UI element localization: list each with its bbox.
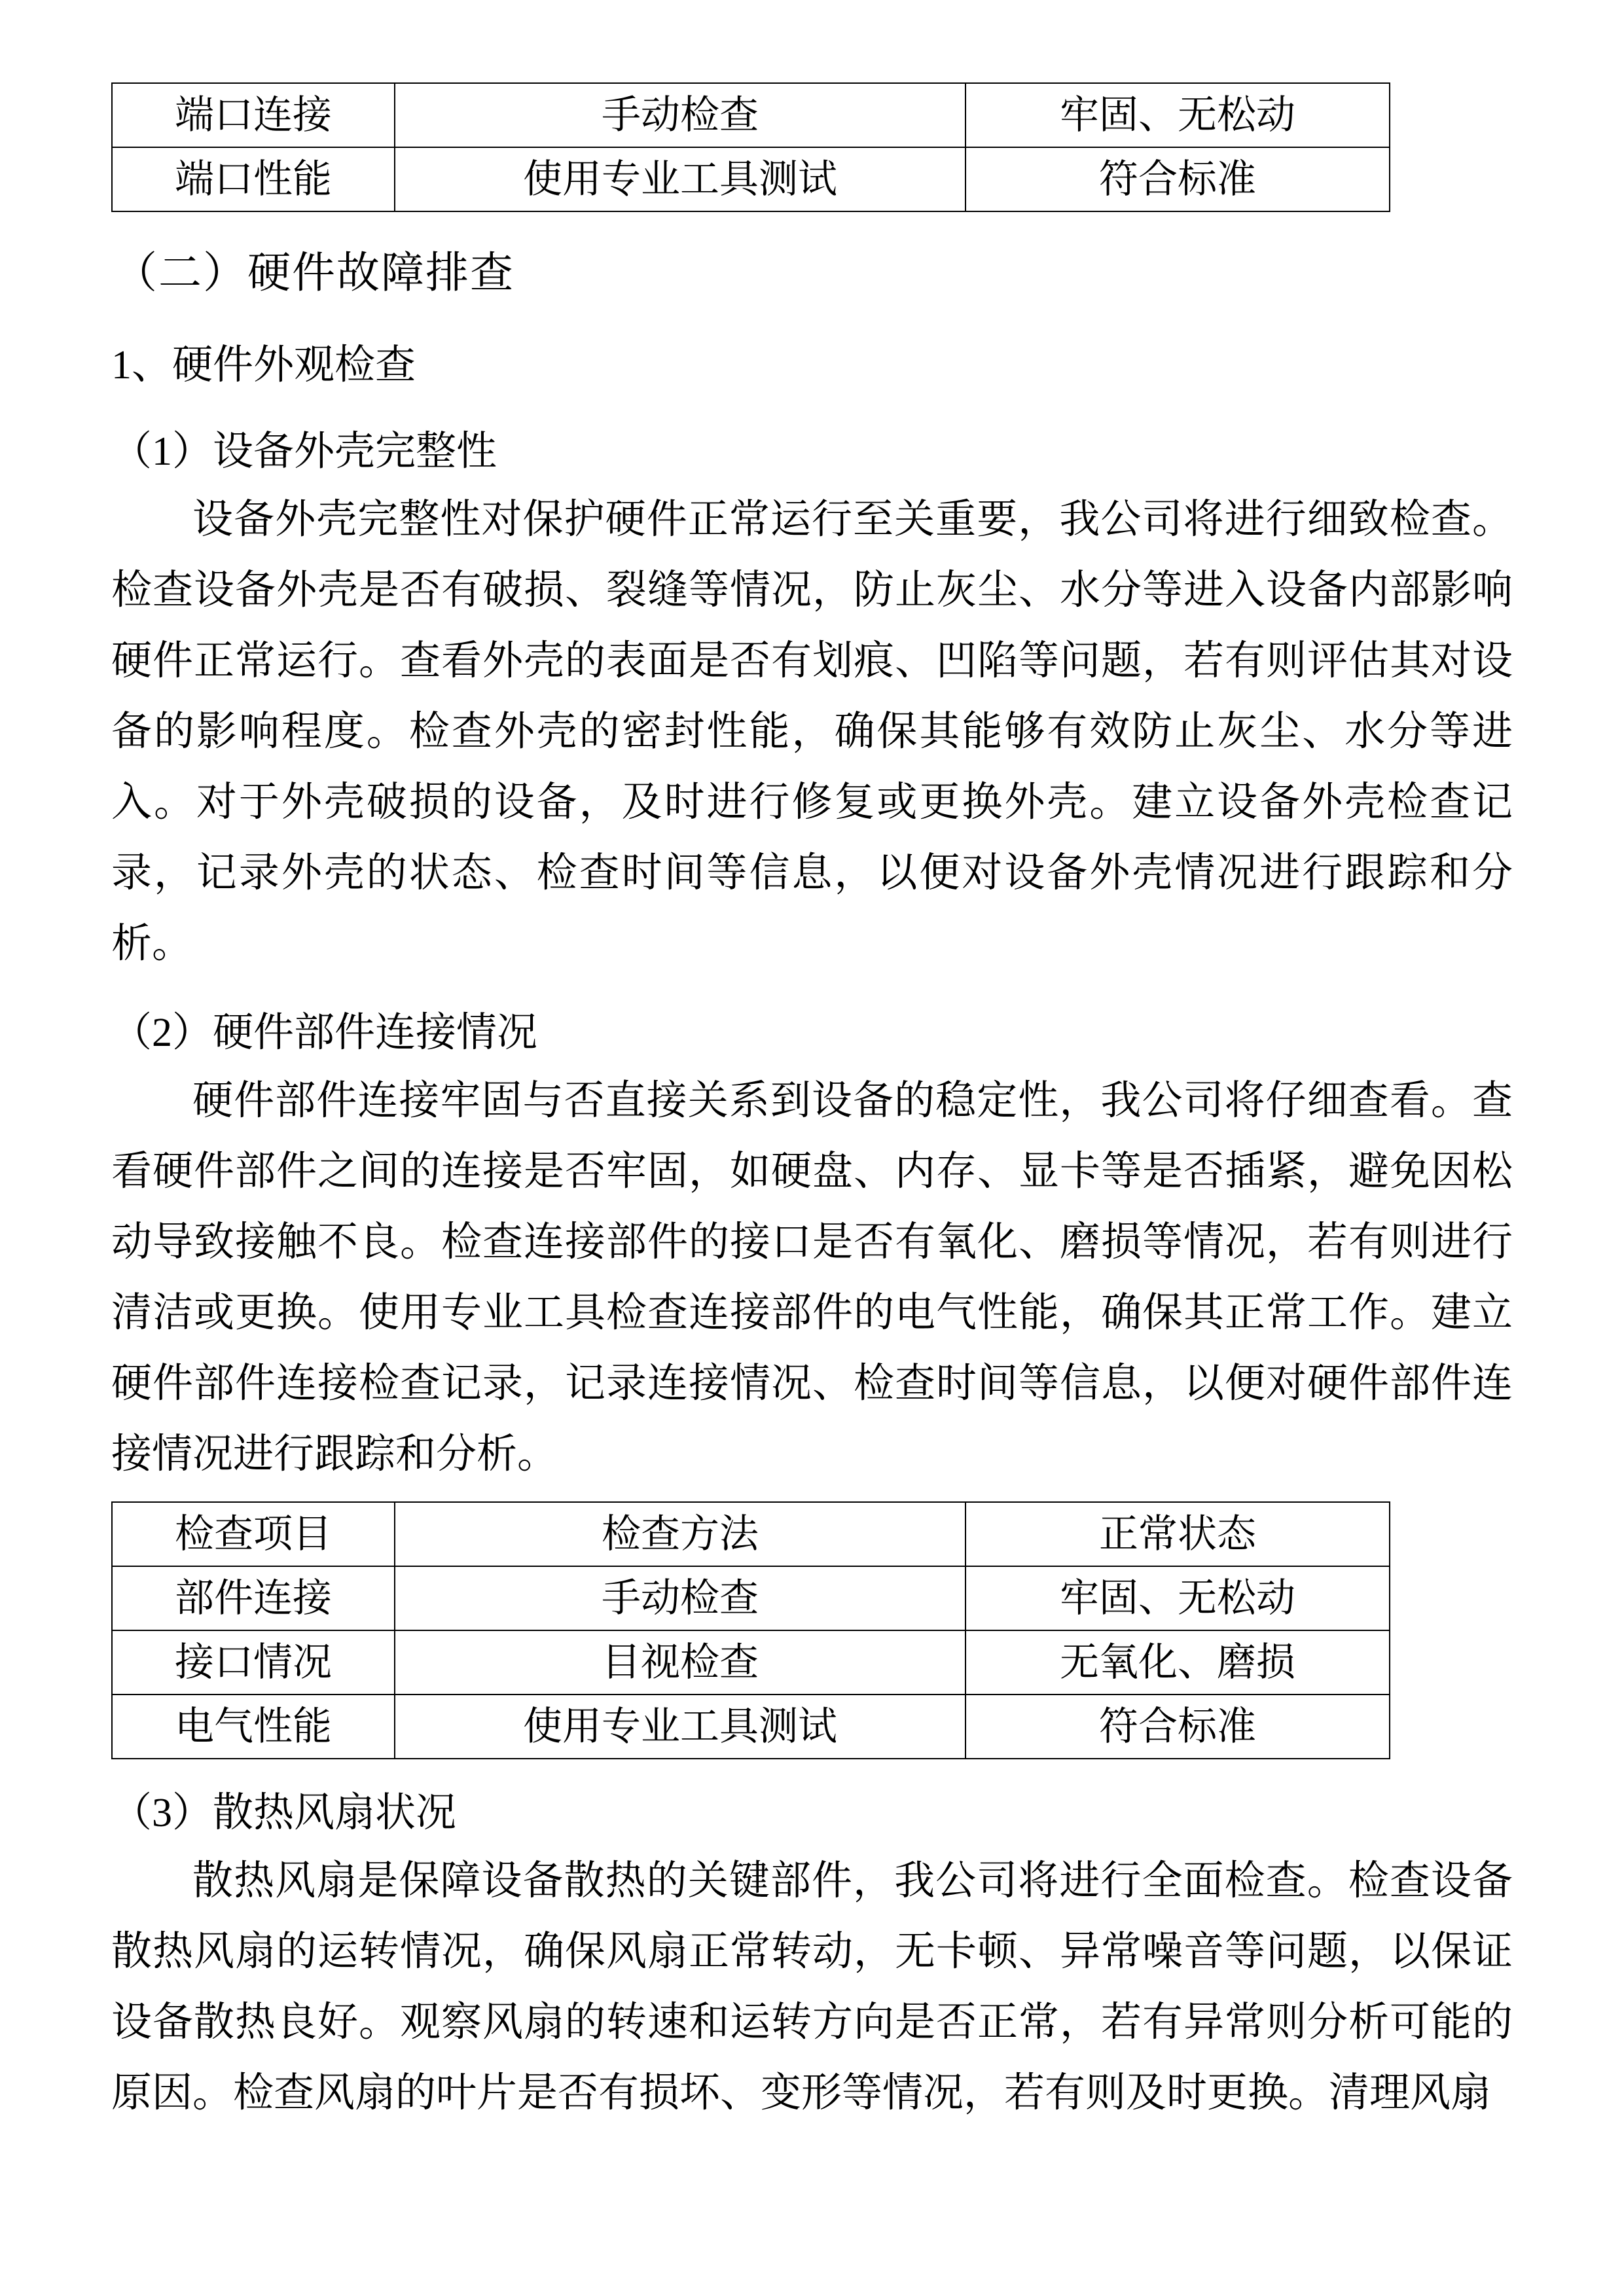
paragraph-fan: 散热风扇是保障设备散热的关键部件，我公司将进行全面检查。检查设备散热风扇的运转情况，确保风扇正常转动，无卡顿、异常噪音等问题，以保证设备散热良好。观察风扇的转速和运转方向是否正常，若有异常则分析可能的原因。检查风扇的叶片是否有损坏、变形等情况，若有则及时更换。清理风扇 <box>111 1859 1513 2115</box>
item-heading-connection: （2）硬件部件连接情况 <box>111 1011 538 1055</box>
table-row <box>112 83 1390 147</box>
table-row <box>112 1566 1390 1630</box>
table-header-cell: 正常状态 <box>965 1502 1390 1566</box>
table-cell: 端口性能 <box>112 147 395 211</box>
table-header-row <box>112 1502 1390 1566</box>
table-cell: 符合标准 <box>965 147 1390 211</box>
inspection-table <box>111 1501 1390 1759</box>
paragraph-shell: 设备外壳完整性对保护硬件正常运行至关重要，我公司将进行细致检查。检查设备外壳是否有破损、裂缝等情况，防止灰尘、水分等进入设备内部影响硬件正常运行。查看外壳的表面是否有划痕、凹陷等问题，若有则评估其对设备的影响程度。检查外壳的密封性能，确保其能够有效防止灰尘、水分等进入。对于外壳破损的设备，及时进行修复或更换外壳。建立设备外壳检查记录，记录外壳的状态、检查时间等信息，以便对设备外壳情况进行跟踪和分析。 <box>111 497 1513 966</box>
table-row <box>112 1630 1390 1695</box>
table-cell: 牢固、无松动 <box>965 1566 1390 1630</box>
section-heading: （二）硬件故障排查 <box>114 249 514 297</box>
item-heading-fan: （3）散热风扇状况 <box>111 1791 457 1835</box>
port-check-table <box>111 82 1390 212</box>
table-cell: 手动检查 <box>395 1566 965 1630</box>
table-cell: 使用专业工具测试 <box>395 147 965 211</box>
table-cell: 部件连接 <box>112 1566 395 1630</box>
table-cell: 牢固、无松动 <box>965 83 1390 147</box>
paragraph-connection: 硬件部件连接牢固与否直接关系到设备的稳定性，我公司将仔细查看。查看硬件部件之间的连接是否牢固，如硬盘、内存、显卡等是否插紧，避免因松动导致接触不良。检查连接部件的接口是否有氧化、磨损等情况，若有则进行清洁或更换。使用专业工具检查连接部件的电气性能，确保其正常工作。建立硬件部件连接检查记录，记录连接情况、检查时间等信息，以便对硬件部件连接情况进行跟踪和分析。 <box>111 1079 1513 1477</box>
table-header-cell: 检查项目 <box>112 1502 395 1566</box>
subsection-heading: 1、硬件外观检查 <box>111 343 416 387</box>
table-cell: 手动检查 <box>395 83 965 147</box>
table-cell: 无氧化、磨损 <box>965 1630 1390 1695</box>
item-heading-shell: （1）设备外壳完整性 <box>111 429 497 474</box>
table-row <box>112 1695 1390 1759</box>
table-cell: 符合标准 <box>965 1695 1390 1759</box>
table-cell: 接口情况 <box>112 1630 395 1695</box>
table-row <box>112 147 1390 211</box>
table-header-cell: 检查方法 <box>395 1502 965 1566</box>
table-cell: 使用专业工具测试 <box>395 1695 965 1759</box>
table-cell: 电气性能 <box>112 1695 395 1759</box>
table-cell: 端口连接 <box>112 83 395 147</box>
table-cell: 目视检查 <box>395 1630 965 1695</box>
